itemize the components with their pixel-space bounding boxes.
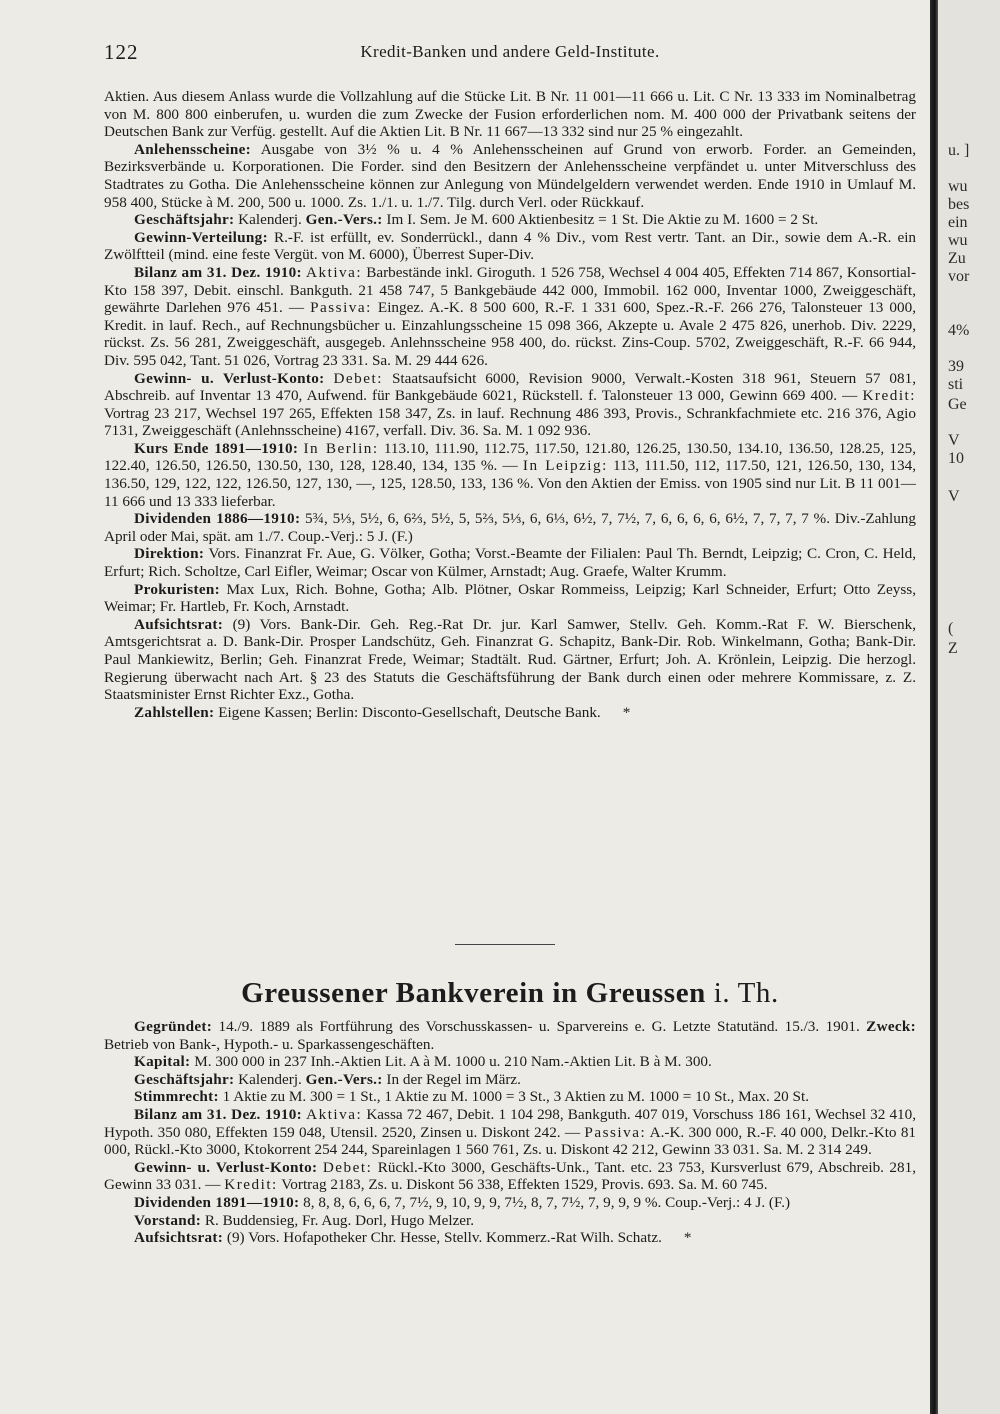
entry-label: Prokuristen: (134, 580, 221, 598)
debet-label: Debet: (322, 1158, 373, 1176)
entry-text-2: In der Regel im März. (386, 1070, 521, 1088)
entry-text-2: Vortrag 2183, Zs. u. Diskont 56 338, Effekten 1529, Provis. 693. Sa. M. 60 745. (281, 1176, 768, 1194)
entry-text: (9) Vors. Hofapotheker Chr. Hesse, Stellv. Kommerz.-Rat Wilh. Schatz. (226, 1229, 662, 1247)
entry-label-2: Gen.-Vers.: (305, 1070, 383, 1088)
entry-geschaeftsjahr (104, 211, 916, 229)
entry-label: Vorstand: (134, 1211, 202, 1229)
entry-text: Kassa 72 467, Debit. 1 104 298, Bankguth. 407 019, Vorschuss 186 161, Wechsel 32 410, Hypoth. 350 080, Effekten 159 048, Utensil. 2520, Zinsen u. Diskont 242. — (104, 1105, 917, 1141)
entry-label: Bilanz am 31. Dez. 1910: (134, 263, 302, 281)
entry-kurs (104, 440, 916, 510)
entry-text: M. 300 000 in 237 Inh.-Aktien Lit. A à M. 1000 u. 210 Nam.-Aktien Lit. B à M. 300. (194, 1053, 712, 1071)
entry-label: Kapital: (134, 1053, 191, 1071)
entry-text-2: 113, 111.50, 112, 117.50, 121, 126.50, 130, 134, 136.50, 129, 122, 122, 126.50, 127, 130, —, 125, 128.50, 133, 136 %. Von den Aktien der Emiss. von 1905 sind nur Lit. B 11 001—11 666 und 13 333 lieferbar. (104, 457, 917, 510)
aktiva-label: Aktiva: (306, 263, 363, 281)
entry-stimmrecht (104, 1088, 916, 1106)
edge-fragment: Ge (948, 396, 967, 413)
entry-gewinn-verteilung (104, 229, 916, 264)
entry-text-2: Betrieb von Bank-, Hypoth.- u. Sparkassengeschäften. (104, 1035, 435, 1053)
entry-kapital (104, 1053, 916, 1071)
debet-label: Debet: (333, 369, 383, 387)
entry-dividenden (104, 510, 916, 545)
passiva-label: Passiva: (310, 299, 372, 317)
entry-direktion (104, 545, 916, 580)
edge-fragment: wu (948, 178, 968, 195)
entry-label: Direktion: (134, 545, 205, 563)
entry-text-2: Vortrag 23 217, Wechsel 197 265, Effekten 158 347, Zs. in lauf. Rechnung 486 393, Provis., Schrankfachmiete etc. 216 376, Agio 7131, Zweiggeschäft (Anlehnsscheine) 4167, verfall. Div. 36. Sa. M. 1 092 936. (104, 404, 916, 440)
edge-fragment: wu (948, 232, 968, 249)
entry-gewinn-verlust (104, 370, 916, 440)
passiva-label: Passiva: (584, 1123, 647, 1141)
entry-vorstand (104, 1212, 916, 1230)
entry-label: Aufsichtsrat: (134, 615, 224, 633)
edge-fragment: 10 (948, 450, 964, 467)
running-head (104, 40, 916, 66)
entry-text: Barbestände inkl. Giroguth. 1 526 758, Wechsel 4 004 405, Effekten 714 867, Konsortial-Kto 158 397, Debit. einschl. Bankguth. 21 458 747, 5 Bankgebäude 442 000, Immobil. 162 000, Inventar 1000, Zweiggeschäft, gewährte Darlehen 976 451. — (104, 263, 917, 317)
entry-label: Geschäftsjahr: (134, 211, 235, 229)
section2-title-suffix: i. Th. (713, 977, 779, 1009)
edge-fragment: 39 (948, 358, 964, 375)
running-title: Kredit-Banken und andere Geld-Institute. (360, 42, 660, 61)
entry-label-2: Zweck: (866, 1018, 917, 1035)
edge-fragment: ein (948, 214, 968, 231)
end-mark: * (683, 1229, 692, 1247)
entry-label: Zahlstellen: (134, 703, 215, 721)
entry-text: 5¾, 5⅓, 5½, 6, 6⅔, 5½, 5, 5⅔, 5⅓, 6, 6⅓, 6½, 7, 7½, 7, 6, 6, 6, 6, 6½, 7, 7, 7, 7 %. Div.-Zahlung April oder Mai, spät. am 1./7. Coup.-Verj.: 5 J. (F.) (104, 510, 916, 545)
entry-text: Vors. Finanzrat Fr. Aue, G. Völker, Gotha; Vorst.-Beamte der Filialen: Paul Th. Berndt, Leipzig; C. Cron, C. Held, Erfurt; Rich. Scholtze, Carl Eifler, Weimar; Oscar von Külmer, Arnstadt; Aug. Graefe, Walter Krumm. (104, 545, 916, 581)
entry-text: Ausgabe von 3½ % u. 4 % Anlehensscheinen auf Grund von erworb. Forder. an Gemeinden, Bezirksverbände u. Korporationen. Die Forder. sind den Besitzern der Anlehensscheine verpfändet u. unter Mitverschluss des Stadtrates zu Gotha. Die Anlehensscheine können zur Anlegung von Mündelgeldern verwendet werden. Ende 1910 in Umlauf M. 958 400, Stücke à M. 200, 500 u. 1000. Zs. 1./1. u. 1./7. Tilg. durch Verl. oder Rückkauf. (104, 140, 916, 211)
entry-bilanz (104, 1106, 916, 1159)
section-divider (455, 944, 555, 945)
edge-fragment: bes (948, 196, 970, 213)
entry-label: Anlehensscheine: (134, 140, 252, 158)
entry-text: Kalenderj. (238, 211, 302, 229)
edge-fragment: vor (948, 268, 970, 285)
entry-label: Stimmrecht: (134, 1088, 219, 1106)
entry-label: Gewinn- u. Verlust-Konto: (134, 1158, 318, 1176)
entry-label: Bilanz am 31. Dez. 1910: (134, 1105, 302, 1123)
entry-text: Rückl.-Kto 3000, Geschäfts-Unk., Tant. etc. 23 753, Kursverlust 679, Abschreib. 281, Gewinn 33 031. — (104, 1158, 916, 1194)
berlin-label: In Berlin: (303, 439, 379, 457)
edge-fragment: V (948, 488, 960, 505)
kredit-label: Kredit: (224, 1176, 278, 1194)
entry-text: Kalenderj. (238, 1070, 302, 1088)
entry-text-2: A.-K. 300 000, R.-F. 40 000, Delkr.-Kto 81 000, Rückl.-Kto 3000, Ktokorrent 254 244, Spareinlagen 1 560 761, Zs. u. Diskont 42 212, Gewinn 33 031. Sa. M. 2 314 249. (104, 1123, 917, 1159)
section2-title: Greussener Bankverein in Greussen (241, 977, 706, 1009)
entry-aufsichtsrat (104, 616, 916, 704)
entry-text: Eigene Kassen; Berlin: Disconto-Gesellschaft, Deutsche Bank. (218, 703, 601, 721)
end-mark: * (622, 703, 631, 721)
entry-gegruendet (104, 1018, 916, 1053)
entry-zahlstellen (104, 704, 916, 722)
edge-fragment: u. ] (948, 142, 970, 159)
entry-label: Dividenden 1886—1910: (134, 510, 301, 528)
entry-gewinn-verlust (104, 1159, 916, 1194)
book-spine (930, 0, 938, 1414)
entry-label: Kurs Ende 1891—1910: (134, 439, 299, 457)
entry-text-2: Eingez. A.-K. 8 500 600, R.-F. 1 331 600, Spez.-R.-F. 266 276, Talonsteuer 13 000, Kredit. in lauf. Rech., auf Rechnungsbücher u. Einzahlungsscheine 15 098 366, Akzepte u. Avale 2 475 826, unerhob. Div. 2229, rückst. Zs. 56 281, Zweiggeschäft, ausgegeb. Anlehnsscheine 958 400, do. rückst. Zins-Coup. 5702, Zweiggeschäft, R.-F. 66 944, Div. 595 042, Tant. 51 026, Vortrag 23 331. Sa. M. 29 444 626. (104, 299, 917, 369)
entry-text-2: Im I. Sem. Je M. 600 Aktienbesitz = 1 St. Die Aktie zu M. 1600 = 2 St. (386, 211, 819, 229)
entry-label: Aufsichtsrat: (134, 1229, 224, 1247)
entry-geschaeftsjahr (104, 1071, 916, 1089)
entry-text: R.-F. ist erfüllt, ev. Sonderrückl., dann 4 % Div., vom Rest vertr. Tant. an Dir., sowie dem A.-R. ein Zwölftteil (mind. eine feste Vergüt. von M. 6000), Überrest Super-Div. (104, 228, 917, 264)
entry-label: Gewinn-Verteilung: (134, 228, 268, 246)
entry-text: Staatsaufsicht 6000, Revision 9000, Verwalt.-Kosten 318 961, Steuern 57 081, Abschreib. auf Inventar 13 470, Aufwend. für Bankgebäude 6021, Rückstell. f. Talonsteuer 13 000, Gewinn 669 400. — (104, 369, 916, 405)
edge-fragment: ( (948, 620, 954, 637)
entry-text: Max Lux, Rich. Bohne, Gotha; Alb. Plötner, Oskar Rommeiss, Leipzig; Karl Schneider, Erfurt; Otto Zeyss, Weimar; Fr. Hartleb, Fr. Koch, Arnstadt. (104, 580, 916, 616)
entry-label-2: Gen.-Vers.: (305, 211, 383, 229)
section1-block (104, 88, 916, 721)
entry-dividenden (104, 1194, 916, 1212)
leipzig-label: In Leipzig: (522, 457, 608, 475)
section2-block (104, 1018, 916, 1247)
aktiva-label: Aktiva: (306, 1105, 363, 1123)
section2-heading (104, 976, 916, 1010)
entry-text: (9) Vors. Bank-Dir. Geh. Reg.-Rat Dr. jur. Karl Samwer, Stellv. Geh. Komm.-Rat F. W. Bierschenk, Amtsgerichtsrat a. D. Bank-Dir. Prosper Landschütz, Geh. Finanzrat G. Schapitz, Bank-Dir. Rob. Winkelmann, Gotha; Bank-Dir. Paul Mankiewitz, Berlin; Geh. Finanzrat Frede, Weimar; Stadtält. Rud. Gärtner, Erfurt; Joh. A. Krönlein, Leipzig. Die herzogl. Regierung überwacht nach Art. § 23 des Statuts die Geschäftsführung der Bank durch einen oder mehrere Kommissare, z. Z. Staatsminister Ernst Richter Exz., Gotha. (104, 615, 916, 704)
entry-label: Gegründet: (134, 1018, 213, 1035)
edge-fragment: 4% (948, 322, 970, 339)
entry-text: 113.10, 111.90, 112.75, 117.50, 121.80, 126.25, 130.50, 134.10, 136.50, 128.25, 125, 122.40, 126.50, 126.50, 130.50, 130, 128, 128.40, 134, 135 %. — (104, 439, 917, 475)
section1-intro: Aktien. Aus diesem Anlass wurde die Vollzahlung auf die Stücke Lit. B Nr. 11 001—11 666 u. Lit. C Nr. 13 333 im Nominalbetrag von M. 800 800 einberufen, u. wurden die zum Zwecke der Fusion erforderlichen nom. M. 400 000 der Privatbank seitens der Deutschen Bank zur Verfüg. gestellt. Auf die Aktien Lit. B Nr. 11 667—13 332 sind nur 25 % eingezahlt. (104, 88, 916, 141)
entry-text: 14./9. 1889 als Fortführung des Vorschusskassen- u. Sparvereins e. G. Letzte Statutänd. 15./3. 1901. (218, 1018, 860, 1035)
entry-bilanz (104, 264, 916, 370)
entry-text: 8, 8, 8, 6, 6, 6, 7, 7½, 9, 10, 9, 9, 7½, 8, 7, 7½, 7, 9, 9, 9 %. Coup.-Verj.: 4 J. (F.) (303, 1193, 791, 1211)
entry-label: Dividenden 1891—1910: (134, 1193, 300, 1211)
edge-fragment: Z (948, 640, 958, 657)
page-number: 122 (104, 40, 139, 64)
edge-fragment: V (948, 432, 960, 449)
entry-anlehensscheine (104, 141, 916, 211)
entry-text: 1 Aktie zu M. 300 = 1 St., 1 Aktie zu M. 1000 = 3 St., 3 Aktien zu M. 1000 = 10 St., Max. 20 St. (222, 1088, 810, 1106)
entry-aufsichtsrat (104, 1229, 916, 1247)
entry-label: Gewinn- u. Verlust-Konto: (134, 369, 325, 387)
entry-prokuristen (104, 581, 916, 616)
entry-label: Geschäftsjahr: (134, 1070, 235, 1088)
kredit-label: Kredit: (862, 387, 916, 405)
edge-fragment: sti (948, 376, 964, 393)
edge-fragment: Zu (948, 250, 966, 267)
entry-text: R. Buddensieg, Fr. Aug. Dorl, Hugo Melzer. (204, 1211, 475, 1229)
